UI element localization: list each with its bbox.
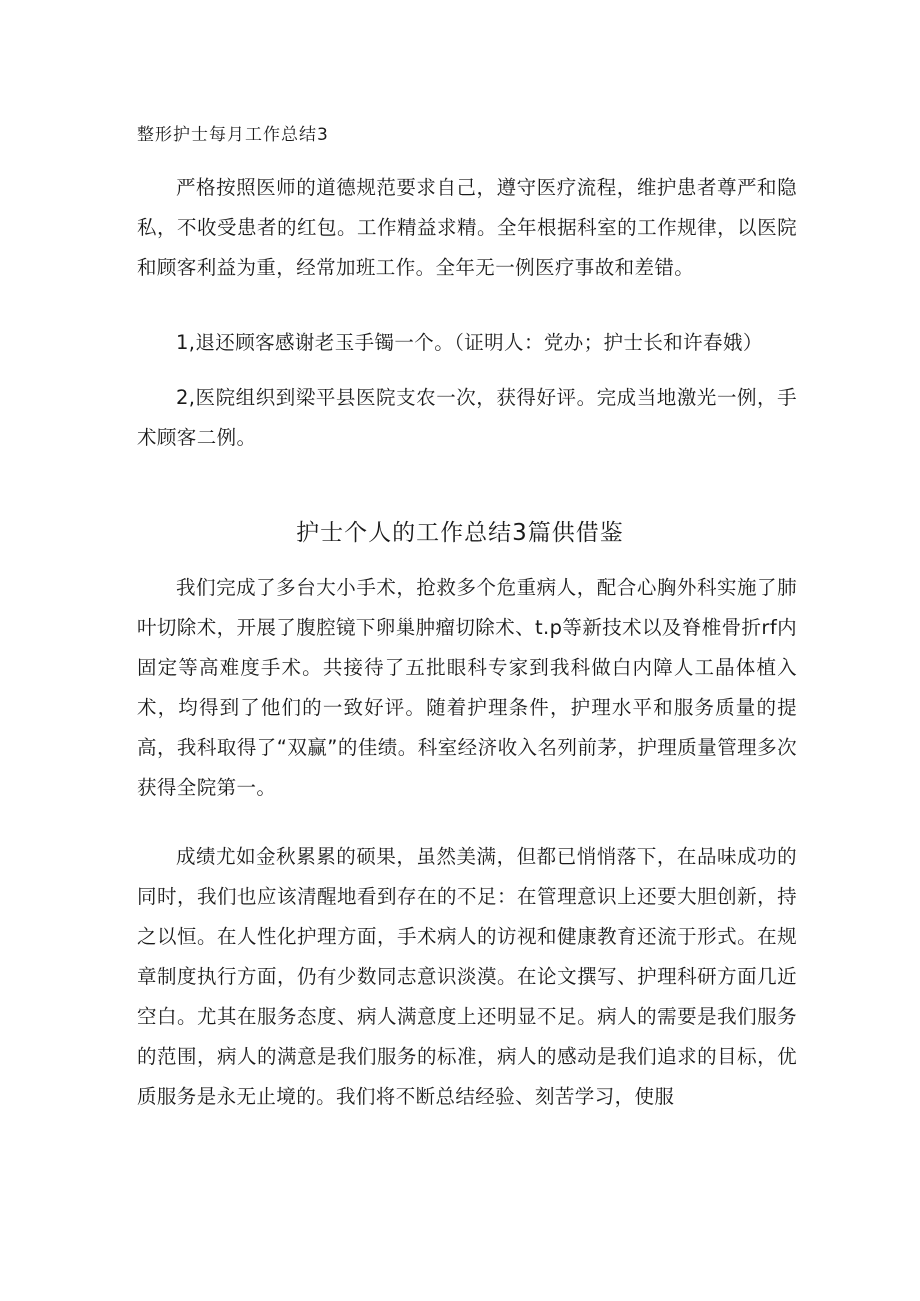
paragraph-achievements: 我们完成了多台大小手术，抢救多个危重病人，配合心胸外科实施了肺叶切除术，开展了腹腔镜下卵巢肿瘤切除术、t.p等新技术以及脊椎骨折rf内固定等高难度手术。共接待了五批眼科专家到我科做白内障人工晶体植入术，均得到了他们的一致好评。随着护理条件，护理水平和服务质量的提高，我科取得了“双赢”的佳绩。科室经济收入名列前茅，护理质量管理多次获得全院第一。	[137, 576, 798, 799]
paragraph-shortcomings: 成绩尤如金秋累累的硕果，虽然美满，但都已悄悄落下，在品味成功的同时，我们也应该清醒地看到存在的不足：在管理意识上还要大胆创新，持之以恒。在人性化护理方面，手术病人的访视和健康教育还流于形式。在规章制度执行方面，仍有少数同志意识淡漠。在论文撰写、护理科研方面几近空白。尤其在服务态度、病人满意度上还明显不足。病人的需要是我们服务的范围，病人的满意是我们服务的标准，病人的感动是我们追求的目标，优质服务是永无止境的。我们将不断总结经验、刻苦学习，使服	[137, 845, 797, 1108]
section-title: 护士个人的工作总结3篇供借鉴	[296, 520, 624, 546]
document-title: 整形护士每月工作总结3	[137, 125, 329, 145]
paragraph-item-2: 2,医院组织到梁平县医院支农一次，获得好评。完成当地激光一例，手术顾客二例。	[137, 386, 797, 449]
paragraph-item-1: 1,退还顾客感谢老玉手镯一个。（证明人：党办；护士长和许春娥）	[176, 331, 763, 354]
paragraph-conduct: 严格按照医师的道德规范要求自己，遵守医疗流程，维护患者尊严和隐私，不收受患者的红包。工作精益求精。全年根据科室的工作规律，以医院和顾客利益为重，经常加班工作。全年无一例医疗事故和差错。	[137, 176, 797, 279]
